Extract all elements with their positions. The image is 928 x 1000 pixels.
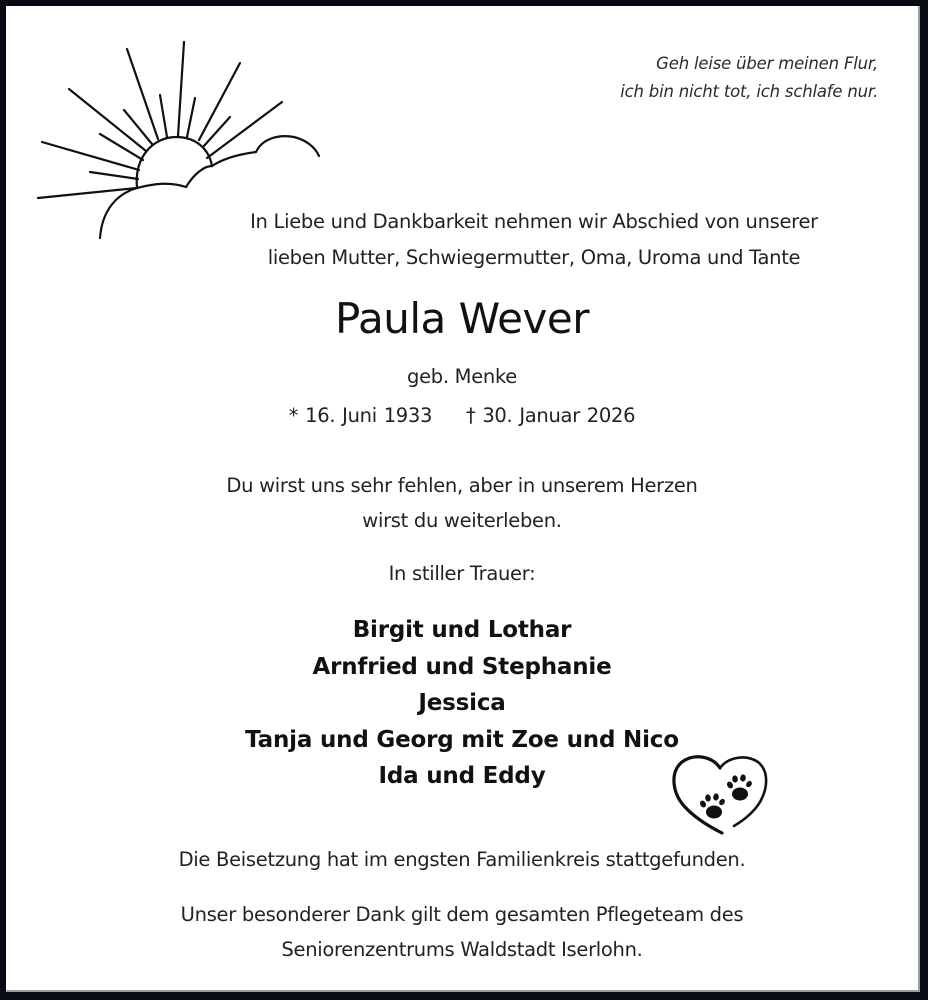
thanks-line-1: Unser besonderer Dank gilt dem gesamten Pflegeteam des: [180, 903, 744, 926]
mourner: Arnfried und Stephanie: [312, 653, 612, 680]
intro-line-2: lieben Mutter, Schwiegermutter, Oma, Uroma und Tante: [267, 246, 801, 269]
obituary-notice: [6, 6, 920, 992]
thanks-line-2: Seniorenzentrums Waldstadt Iserlohn.: [281, 938, 643, 961]
mourner: Tanja und Georg mit Zoe und Nico: [245, 726, 679, 753]
mourner: Birgit und Lothar: [352, 617, 572, 643]
epigraph-quote: [620, 50, 878, 106]
quote-line-1: Geh leise über meinen Flur,: [656, 54, 878, 73]
burial-note: Die Beisetzung hat im engsten Familienkreis stattgefunden.: [178, 848, 746, 871]
message-line-1: Du wirst uns sehr fehlen, aber in unserem Herzen: [226, 474, 698, 497]
quote-line-2: ich bin nicht tot, ich schlafe nur.: [620, 82, 878, 101]
intro-line-1: In Liebe und Dankbarkeit nehmen wir Abschied von unserer: [250, 210, 818, 233]
heart-with-paws-icon: [668, 754, 774, 836]
message-line-2: wirst du weiterleben.: [362, 509, 562, 532]
deceased-name: Paula Wever: [335, 294, 589, 343]
death-date: 30. Januar 2026: [482, 404, 636, 427]
death-symbol: †: [465, 404, 476, 427]
life-dates: [6, 404, 918, 427]
mourning-label: In stiller Trauer:: [388, 562, 536, 585]
birth-symbol: *: [288, 404, 299, 427]
mourner: Jessica: [418, 690, 506, 716]
farewell-message: [6, 468, 918, 538]
intro-text: [202, 204, 866, 276]
mourners-list: [6, 612, 918, 795]
birth-date: 16. Juni 1933: [305, 404, 433, 427]
mourner: Ida und Eddy: [378, 763, 546, 789]
birth-name: geb. Menke: [407, 365, 517, 388]
thanks-note: [6, 897, 918, 967]
